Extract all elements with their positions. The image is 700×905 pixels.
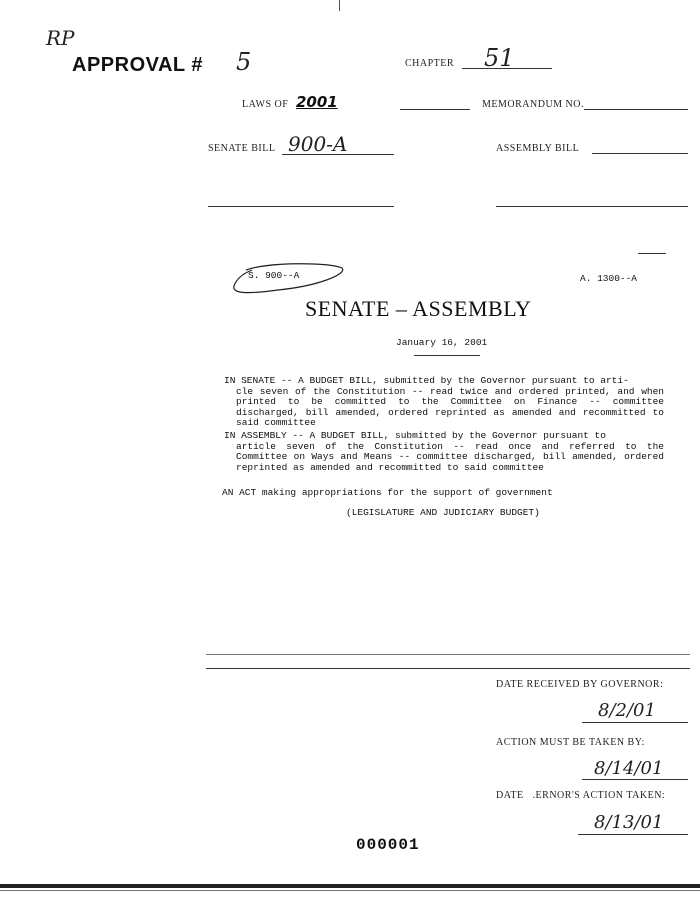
bill-date: January 16, 2001: [396, 337, 488, 348]
senate-bill-line: [282, 154, 394, 155]
senate-para-body: cle seven of the Constitution -- read twice and ordered printed, and when printed to be committed to the Committee on Finance -- committee discharged, bill amended, ordered reprinted as amended and recommitted to said committee: [236, 385, 664, 428]
separator-line-upper: [206, 654, 690, 655]
approval-number: 5: [236, 48, 252, 76]
page-number: 000001: [356, 836, 420, 854]
blank-line-short: [638, 253, 666, 254]
memorandum-label: MEMORANDUM NO.: [482, 99, 585, 110]
action-taken-label: DATE .ERNOR'S ACTION TAKEN:: [496, 790, 666, 801]
laws-year: 2001: [296, 93, 338, 111]
action-by-value: 8/14/01: [594, 758, 664, 779]
action-taken-value: 8/13/01: [594, 812, 664, 833]
date-received-value: 8/2/01: [598, 700, 656, 721]
action-by-line: [582, 779, 688, 780]
assembly-paragraph: [224, 431, 664, 473]
bill-heading: SENATE – ASSEMBLY: [305, 296, 532, 321]
bottom-scan-bar: [0, 884, 700, 888]
blank-line-right: [496, 206, 688, 207]
assembly-bill-id: A. 1300--A: [580, 273, 638, 284]
date-received-line: [582, 722, 688, 723]
act-text: AN ACT making appropriations for the support of government: [222, 487, 553, 498]
chapter-line: [462, 68, 552, 69]
senate-bill-label: SENATE BILL: [208, 143, 276, 154]
chapter-label: CHAPTER: [405, 58, 455, 69]
top-tick: [339, 0, 340, 11]
date-received-label: DATE RECEIVED BY GOVERNOR:: [496, 679, 664, 690]
assembly-para-body: article seven of the Constitution -- read once and referred to the Committee on Ways and Means -- committee discharged, bill amended, ordered reprinted as amended and recommitted to said committee: [236, 440, 664, 473]
separator-line-lower: [206, 668, 690, 669]
action-by-label: ACTION MUST BE TAKEN BY:: [496, 737, 645, 748]
senate-para-first-line: IN SENATE -- A BUDGET BILL, submitted by the Governor pursuant to arti-: [224, 375, 629, 386]
chapter-number: 51: [484, 44, 515, 72]
approval-label: APPROVAL #: [72, 54, 203, 76]
budget-subtitle: (LEGISLATURE AND JUDICIARY BUDGET): [346, 507, 540, 518]
rp-initials: RP: [46, 26, 75, 50]
bottom-scan-bar-thin: [0, 890, 700, 891]
laws-of-label: LAWS OF: [242, 99, 289, 110]
assembly-bill-label: ASSEMBLY BILL: [496, 143, 580, 154]
senate-paragraph: [224, 376, 664, 429]
blank-line-left: [208, 206, 394, 207]
assembly-para-first-line: IN ASSEMBLY -- A BUDGET BILL, submitted by the Governor pursuant to: [224, 430, 606, 441]
laws-line: [400, 109, 470, 110]
senate-bill-id: S. 900--A: [248, 270, 300, 281]
memorandum-line: [584, 109, 688, 110]
action-taken-line: [578, 834, 688, 835]
date-underline: [414, 355, 480, 356]
assembly-bill-line: [592, 153, 688, 154]
senate-bill-number: 900-A: [288, 132, 348, 156]
